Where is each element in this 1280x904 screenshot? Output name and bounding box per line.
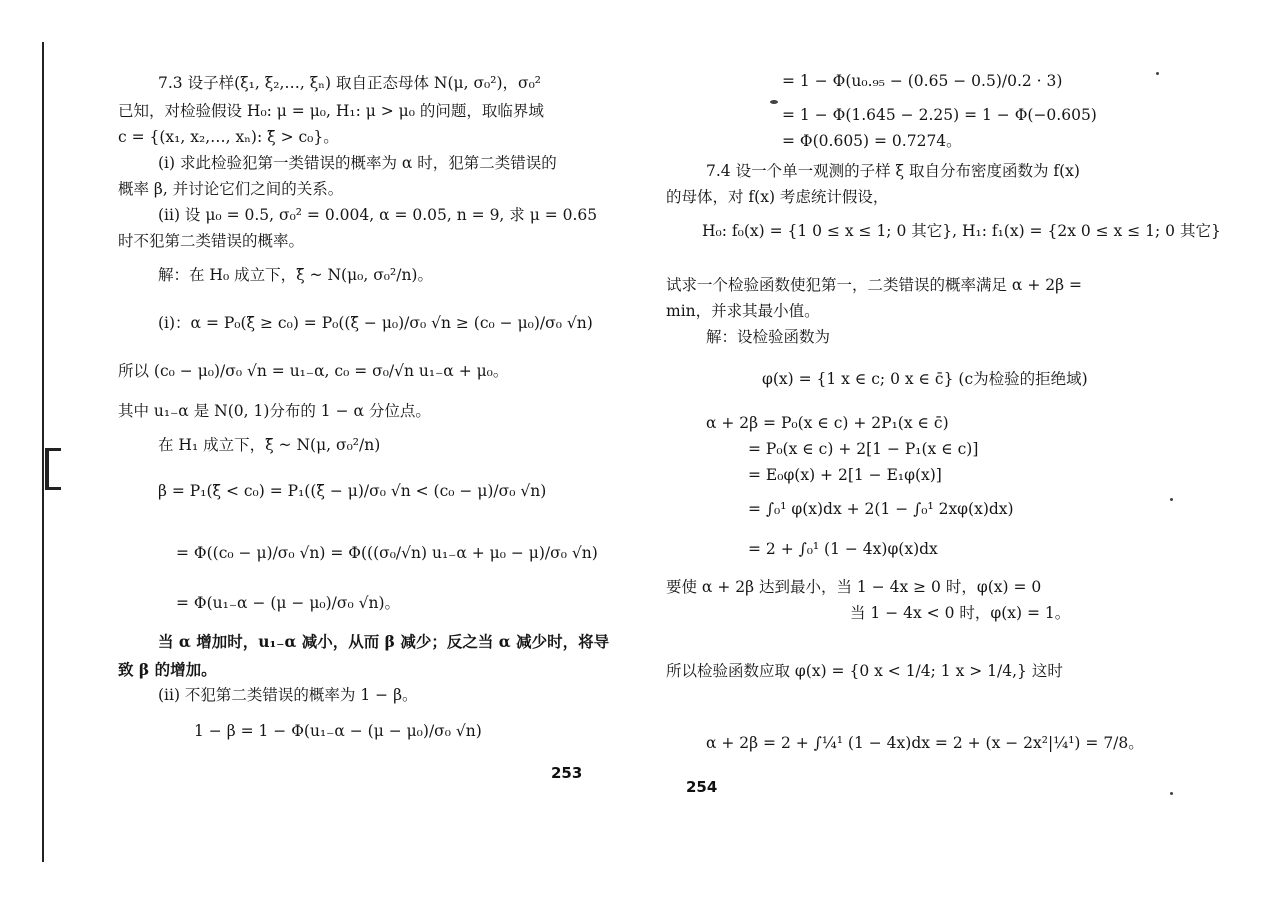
text-line: 7.3 设子样(ξ₁, ξ₂,…, ξₙ) 取自正态母体 N(μ, σ₀²)，σ₀²	[158, 74, 542, 92]
page-number-left: 253	[551, 764, 583, 782]
formula-line: = 1 − Φ(u₀.₉₅ − (0.65 − 0.5)/0.2 · 3)	[782, 72, 1063, 90]
text-line: 时不犯第二类错误的概率。	[118, 232, 305, 250]
formula-line: φ(x) = {1 x ∈ c; 0 x ∈ c̄} (c为检验的拒绝域)	[762, 370, 1088, 388]
formula-line: = Φ(u₁₋α − (μ − μ₀)/σ₀ √n)。	[176, 594, 401, 612]
page-number-right: 254	[686, 778, 718, 796]
scan-speck	[770, 100, 778, 104]
text-line: 7.4 设一个单一观测的子样 ξ 取自分布密度函数为 f(x)	[706, 162, 1080, 180]
formula-line: = Φ(0.605) = 0.7274。	[782, 132, 962, 150]
scan-speck	[1156, 72, 1159, 75]
text-line: (ii) 不犯第二类错误的概率为 1 − β。	[158, 686, 418, 704]
formula-line: = Φ((c₀ − μ)/σ₀ √n) = Φ(((σ₀/√n) u₁₋α + μ₀ − μ)/σ₀ √n)	[176, 544, 598, 562]
text-line: 当 1 − 4x < 0 时，φ(x) = 1。	[850, 604, 1071, 622]
formula-line: α + 2β = P₀(x ∈ c) + 2P₁(x ∈ c̄)	[706, 414, 949, 432]
text-line: 的母体，对 f(x) 考虑统计假设，	[666, 188, 889, 206]
formula-line: (i)：α = P₀(ξ̄ ≥ c₀) = P₀((ξ̄ − μ₀)/σ₀ √n ≥ (c₀ − μ₀)/σ₀ √n)	[158, 314, 593, 332]
text-line: 其中 u₁₋α 是 N(0, 1)分布的 1 − α 分位点。	[118, 402, 431, 420]
formula-line: = P₀(x ∈ c) + 2[1 − P₁(x ∈ c)]	[748, 440, 979, 458]
text-line: 在 H₁ 成立下，ξ̄ ~ N(μ, σ₀²/n)	[158, 436, 381, 454]
text-line: 已知，对检验假设 H₀: μ = μ₀, H₁: μ > μ₀ 的问题，取临界域	[118, 102, 544, 120]
text-line: 试求一个检验函数使犯第一，二类错误的概率满足 α + 2β =	[666, 276, 1082, 294]
text-line: 解：在 H₀ 成立下，ξ̄ ~ N(μ₀, σ₀²/n)。	[158, 266, 433, 284]
scan-speck	[1170, 498, 1173, 501]
formula-line: H₀: f₀(x) = {1 0 ≤ x ≤ 1; 0 其它}, H₁: f₁(x) = {2x 0 ≤ x ≤ 1; 0 其它}	[702, 222, 1221, 240]
formula-line: = E₀φ(x) + 2[1 − E₁φ(x)]	[748, 466, 942, 484]
formula-line: = 2 + ∫₀¹ (1 − 4x)φ(x)dx	[748, 540, 938, 558]
spine-bracket-mark	[45, 448, 61, 490]
formula-line: 所以 (c₀ − μ₀)/σ₀ √n = u₁₋α, c₀ = σ₀/√n u₁₋α + μ₀。	[118, 362, 509, 380]
text-line: (ii) 设 μ₀ = 0.5, σ₀² = 0.004, α = 0.05, n = 9, 求 μ = 0.65	[158, 206, 598, 224]
formula-line: 所以检验函数应取 φ(x) = {0 x < 1/4; 1 x > 1/4,} 这时	[666, 662, 1063, 680]
text-line: (i) 求此检验犯第一类错误的概率为 α 时，犯第二类错误的	[158, 154, 557, 172]
scan-speck	[1170, 792, 1173, 795]
formula-line: β = P₁(ξ̄ < c₀) = P₁((ξ̄ − μ)/σ₀ √n < (c₀ − μ)/σ₀ √n)	[158, 482, 547, 500]
formula-line: α + 2β = 2 + ∫¼¹ (1 − 4x)dx = 2 + (x − 2x²|¼¹) = 7/8。	[706, 734, 1144, 752]
text-line: 致 β 的增加。	[118, 660, 217, 679]
text-line: 当 α 增加时，u₁₋α 减小，从而 β 减少；反之当 α 减少时，将导	[158, 632, 610, 651]
formula-line: = ∫₀¹ φ(x)dx + 2(1 − ∫₀¹ 2xφ(x)dx)	[748, 500, 1014, 518]
text-line: c = {(x₁, x₂,…, xₙ): ξ̄ > c₀}。	[118, 128, 339, 146]
formula-line: = 1 − Φ(1.645 − 2.25) = 1 − Φ(−0.605)	[782, 106, 1097, 124]
text-line: 解：设检验函数为	[706, 328, 831, 346]
book-spine-line	[42, 42, 44, 862]
formula-line: 1 − β = 1 − Φ(u₁₋α − (μ − μ₀)/σ₀ √n)	[194, 722, 482, 740]
text-line: min，并求其最小值。	[666, 302, 820, 320]
text-line: 概率 β, 并讨论它们之间的关系。	[118, 180, 344, 198]
text-line: 要使 α + 2β 达到最小，当 1 − 4x ≥ 0 时，φ(x) = 0	[666, 578, 1042, 596]
